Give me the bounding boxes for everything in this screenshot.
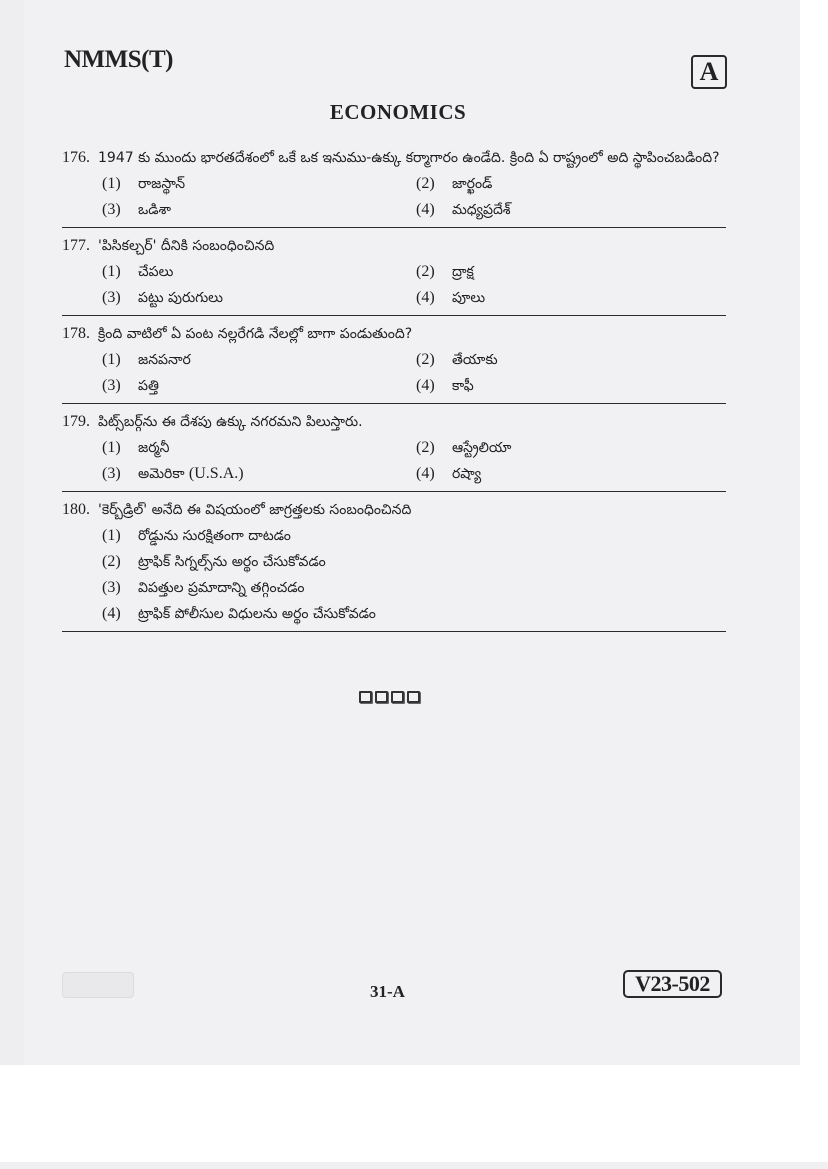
question-stem (62, 409, 726, 435)
square-icon (375, 691, 388, 703)
option-number: (2) (416, 439, 435, 456)
question-text: 'కెర్బ్‌డ్రిల్' అనేది ఈ విషయంలో జాగ్రత్తలకు సంబంధించినది (98, 502, 412, 518)
option-number: (1) (102, 175, 121, 192)
question-stem (62, 145, 726, 171)
option-3 (102, 285, 416, 311)
option-text-telugu: అమెరికా (138, 466, 185, 482)
option-2 (416, 259, 730, 285)
option-text: రష్యా (452, 466, 482, 482)
question-text: 1947 కు ముందు భారతదేశంలో ఒకే ఒక ఇనుము-ఉక్కు కర్మాగారం ఉండేది. క్రింది ఏ రాష్ట్రంలో అది స్థాపించబడింది? (98, 150, 720, 166)
option-text: పట్టు పురుగులు (138, 290, 223, 306)
option-text: విపత్తుల ప్రమాదాన్ని తగ్గించడం (138, 580, 305, 596)
exam-code: NMMS(T) (64, 46, 173, 73)
paper-code-badge: V23-502 (623, 970, 722, 998)
option-3 (102, 197, 416, 223)
option-1 (102, 259, 416, 285)
option-number: (1) (102, 351, 121, 368)
show-through-code-box (62, 972, 134, 998)
question-number: 176. (62, 149, 90, 166)
option-number: (3) (102, 465, 121, 482)
option-text: చేపలు (138, 264, 174, 280)
option-4 (416, 285, 730, 311)
options (62, 259, 726, 311)
option-text: ట్రాఫిక్ పోలీసుల విధులను అర్థం చేసుకోవడం (138, 606, 376, 622)
option-2 (416, 347, 730, 373)
option-1 (102, 171, 416, 197)
option-text: జనపనార (138, 352, 191, 368)
option-3 (102, 373, 416, 399)
option-number: (1) (102, 439, 121, 456)
subject-title: ECONOMICS (329, 100, 467, 124)
question-176 (62, 145, 726, 228)
question-text: పిట్స్‌బర్గ్‌ను ఈ దేశపు ఉక్కు నగరమని పిలుస్తారు. (98, 414, 363, 430)
option-number: (1) (102, 263, 121, 280)
option-number: (2) (416, 263, 435, 280)
option-text: తేయాకు (452, 352, 498, 368)
question-stem (62, 321, 726, 347)
option-number: (3) (102, 579, 121, 596)
option-4 (416, 373, 730, 399)
option-text: మధ్యప్రదేశ్ (452, 202, 511, 218)
option-2 (416, 435, 730, 461)
page-bottom-strip (0, 1162, 828, 1169)
option-number: (1) (102, 527, 121, 544)
option-number: (2) (416, 351, 435, 368)
question-180 (62, 492, 726, 632)
question-number: 177. (62, 237, 90, 254)
question-stem (62, 233, 726, 259)
square-icon (359, 691, 372, 703)
option-4 (416, 197, 730, 223)
option-text: పత్తి (138, 378, 159, 394)
set-badge: A (691, 55, 727, 89)
option-4 (102, 601, 726, 627)
question-178 (62, 316, 726, 404)
option-4 (416, 461, 730, 487)
options (62, 435, 726, 487)
options (62, 347, 726, 399)
option-number: (3) (102, 377, 121, 394)
option-text: జార్ఖండ్ (452, 176, 493, 192)
option-2 (416, 171, 730, 197)
option-2 (102, 549, 726, 575)
square-icon (407, 691, 420, 703)
option-text-abbrev: (U.S.A.) (188, 465, 244, 482)
end-of-section-marker (359, 691, 420, 703)
question-number: 178. (62, 325, 90, 342)
question-text: క్రింది వాటిలో ఏ పంట నల్లరేగడి నేలల్లో బాగా పండుతుంది? (98, 326, 413, 342)
options (62, 523, 726, 627)
options (62, 171, 726, 223)
option-text: కాఫీ (452, 378, 474, 394)
option-text: ద్రాక్ష (452, 264, 474, 280)
option-1 (102, 435, 416, 461)
option-number: (4) (416, 465, 435, 482)
option-number: (4) (416, 201, 435, 218)
square-icon (391, 691, 404, 703)
option-number: (4) (102, 605, 121, 622)
option-text: ఆస్ట్రేలియా (452, 440, 512, 456)
question-number: 179. (62, 413, 90, 430)
option-text: ట్రాఫిక్ సిగ్నల్స్‌ను అర్థం చేసుకోవడం (138, 554, 326, 570)
option-text: ఒడిశా (138, 202, 171, 218)
option-number: (3) (102, 201, 121, 218)
option-1 (102, 523, 726, 549)
option-text: పూలు (452, 290, 486, 306)
option-text (138, 461, 244, 487)
question-number: 180. (62, 501, 90, 518)
option-text: రోడ్డును సురక్షితంగా దాటడం (138, 528, 291, 544)
option-3 (102, 575, 726, 601)
option-number: (4) (416, 289, 435, 306)
question-text: 'పిసికల్చర్' దీనికి సంబంధించినది (98, 238, 275, 254)
option-3 (102, 461, 416, 487)
option-text: జర్మనీ (138, 440, 170, 456)
option-number: (4) (416, 377, 435, 394)
question-list (62, 145, 726, 632)
question-177 (62, 228, 726, 316)
option-number: (3) (102, 289, 121, 306)
page-number: 31-A (370, 982, 405, 1001)
option-1 (102, 347, 416, 373)
option-text: రాజస్థాన్ (138, 176, 186, 192)
option-number: (2) (102, 553, 121, 570)
option-number: (2) (416, 175, 435, 192)
question-179 (62, 404, 726, 492)
question-stem (62, 497, 726, 523)
